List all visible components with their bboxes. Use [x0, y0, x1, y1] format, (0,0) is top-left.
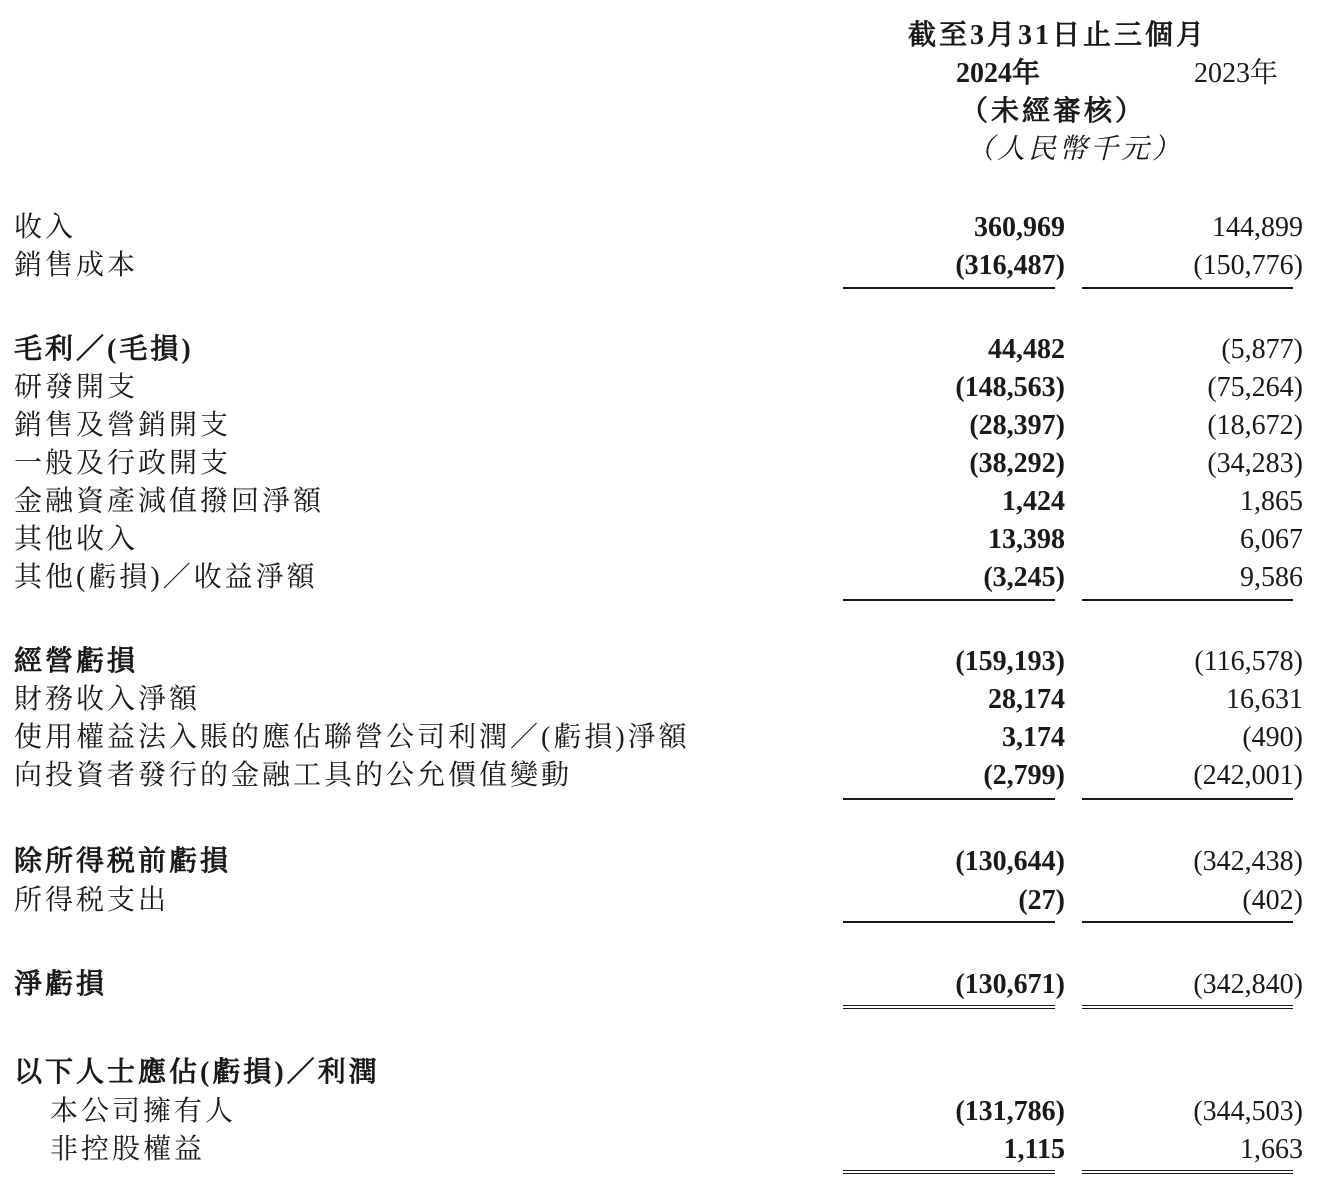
- subtotal-rule: [843, 798, 1055, 800]
- value-2023-operating-loss: (116,578): [1194, 646, 1303, 677]
- row-label-other-gains-losses: 其他(虧損)／收益淨額: [14, 562, 318, 593]
- year-2024-heading: 2024年: [956, 58, 1041, 89]
- row-label-impairment-reversal: 金融資產減值撥回淨額: [14, 486, 325, 517]
- value-2023-income-tax: (402): [1242, 885, 1303, 916]
- subtotal-rule: [843, 599, 1055, 601]
- subtotal-rule: [1082, 798, 1293, 800]
- value-2024-cost-of-sales: (316,487): [955, 250, 1065, 281]
- value-2023-selling-expenses: (18,672): [1207, 410, 1303, 441]
- value-2023-loss-before-tax: (342,438): [1193, 846, 1303, 877]
- value-2024-rd-expenses: (148,563): [955, 372, 1065, 403]
- value-2024-other-gains-losses: (3,245): [983, 562, 1065, 593]
- row-label-income-tax: 所得税支出: [14, 885, 170, 916]
- value-2024-selling-expenses: (28,397): [969, 410, 1065, 441]
- value-2024-other-income: 13,398: [988, 524, 1065, 555]
- value-2024-gross-profit: 44,482: [988, 334, 1065, 365]
- total-double-rule: [843, 1005, 1055, 1009]
- value-2024-owners-of-company: (131,786): [955, 1096, 1065, 1127]
- value-2023-revenue: 144,899: [1212, 212, 1303, 243]
- value-2024-net-loss: (130,671): [955, 969, 1065, 1000]
- total-double-rule: [1082, 1170, 1293, 1174]
- row-label-loss-before-tax: 除所得税前虧損: [14, 846, 232, 877]
- row-label-finance-income: 財務收入淨額: [14, 684, 201, 715]
- row-label-attributable-to: 以下人士應佔(虧損)／利潤: [14, 1057, 380, 1088]
- total-double-rule: [1082, 1005, 1293, 1009]
- value-2023-gross-profit: (5,877): [1221, 334, 1303, 365]
- subtotal-rule: [1082, 599, 1293, 601]
- value-2024-revenue: 360,969: [974, 212, 1065, 243]
- year-2023-heading: 2023年: [1194, 58, 1279, 89]
- row-label-gross-profit: 毛利／(毛損): [14, 334, 194, 365]
- value-2024-impairment-reversal: 1,424: [1002, 486, 1065, 517]
- row-label-owners-of-company: 本公司擁有人: [50, 1096, 237, 1127]
- value-2024-fair-value-changes: (2,799): [983, 760, 1065, 791]
- row-label-selling-expenses: 銷售及營銷開支: [14, 410, 232, 441]
- row-label-net-loss: 淨虧損: [14, 969, 108, 1000]
- unaudited-note: （未經審核）: [960, 96, 1147, 127]
- value-2023-rd-expenses: (75,264): [1207, 372, 1303, 403]
- row-label-rd-expenses: 研發開支: [14, 372, 139, 403]
- row-label-non-controlling-interests: 非控股權益: [50, 1134, 206, 1165]
- value-2023-fair-value-changes: (242,001): [1193, 760, 1303, 791]
- subtotal-rule: [843, 287, 1055, 289]
- value-2023-cost-of-sales: (150,776): [1193, 250, 1303, 281]
- period-heading: 截至3月31日止三個月: [908, 20, 1208, 51]
- value-2024-share-of-associates: 3,174: [1002, 722, 1065, 753]
- row-label-share-of-associates: 使用權益法入賬的應佔聯營公司利潤／(虧損)淨額: [14, 722, 690, 753]
- value-2024-non-controlling-interests: 1,115: [1003, 1134, 1065, 1165]
- value-2023-other-income: 6,067: [1240, 524, 1303, 555]
- row-label-admin-expenses: 一般及行政開支: [14, 448, 232, 479]
- value-2023-admin-expenses: (34,283): [1207, 448, 1303, 479]
- total-double-rule: [843, 1170, 1055, 1174]
- row-label-other-income: 其他收入: [14, 524, 139, 555]
- value-2023-owners-of-company: (344,503): [1193, 1096, 1303, 1127]
- value-2024-income-tax: (27): [1018, 885, 1065, 916]
- value-2023-other-gains-losses: 9,586: [1240, 562, 1303, 593]
- currency-unit-note: （人民幣千元）: [966, 134, 1184, 165]
- value-2023-share-of-associates: (490): [1242, 722, 1303, 753]
- row-label-operating-loss: 經營虧損: [14, 646, 139, 677]
- value-2023-net-loss: (342,840): [1193, 969, 1303, 1000]
- subtotal-rule: [1082, 921, 1293, 923]
- value-2024-admin-expenses: (38,292): [969, 448, 1065, 479]
- subtotal-rule: [1082, 287, 1293, 289]
- row-label-cost-of-sales: 銷售成本: [14, 250, 139, 281]
- value-2024-finance-income: 28,174: [988, 684, 1065, 715]
- row-label-revenue: 收入: [14, 212, 77, 243]
- subtotal-rule: [843, 921, 1055, 923]
- value-2023-impairment-reversal: 1,865: [1240, 486, 1303, 517]
- value-2023-finance-income: 16,631: [1226, 684, 1303, 715]
- value-2024-loss-before-tax: (130,644): [955, 846, 1065, 877]
- value-2023-non-controlling-interests: 1,663: [1240, 1134, 1303, 1165]
- row-label-fair-value-changes: 向投資者發行的金融工具的公允價值變動: [14, 760, 573, 791]
- value-2024-operating-loss: (159,193): [955, 646, 1065, 677]
